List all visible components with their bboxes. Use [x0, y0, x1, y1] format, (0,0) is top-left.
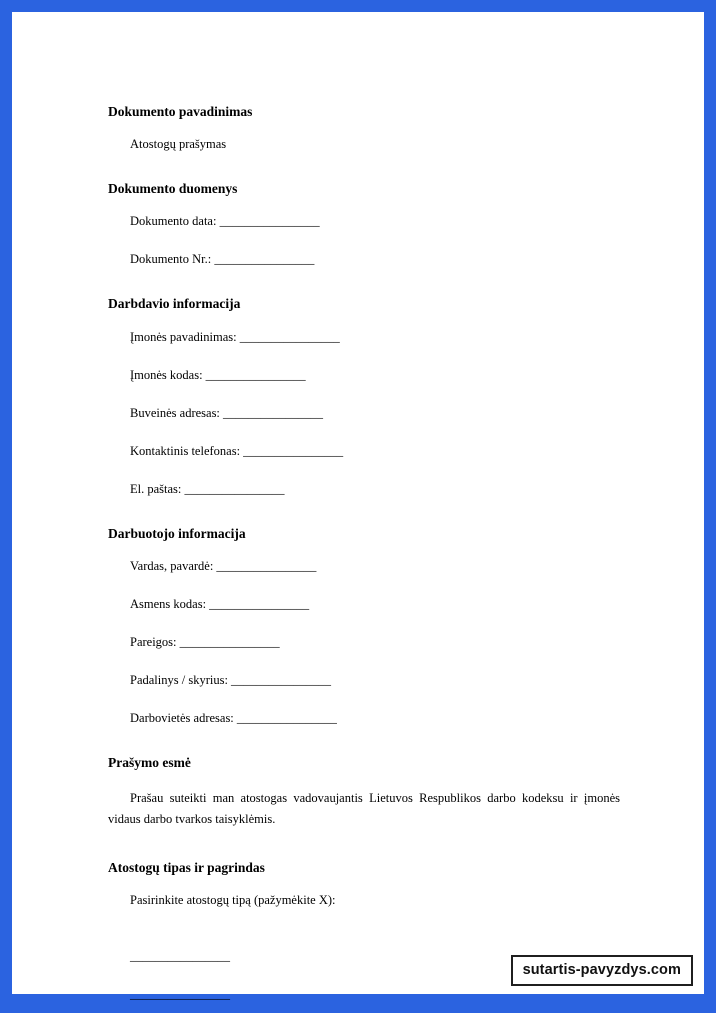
- section-heading: Darbdavio informacija: [108, 296, 241, 312]
- field-line: Kontaktinis telefonas: ________________: [130, 443, 344, 458]
- blank-line: ________________: [130, 987, 230, 1002]
- section-dokumento-pavadinimas: [108, 104, 620, 152]
- field-line: Dokumento data: ________________: [130, 214, 320, 229]
- section-heading: Atostogų tipas ir pagrindas: [108, 859, 265, 875]
- document-page: [12, 12, 704, 1002]
- field-line: Įmonės pavadinimas: ________________: [130, 329, 340, 344]
- section-darbdavio-informacija: [108, 296, 620, 496]
- section-heading: Darbuotojo informacija: [108, 525, 246, 541]
- field-line: Asmens kodas: ________________: [130, 596, 310, 611]
- blank-line: ________________: [130, 949, 230, 964]
- field-line: Buveinės adresas: ________________: [130, 405, 324, 420]
- field-line: Vardas, pavardė: ________________: [130, 558, 317, 573]
- field-line: Atostogų prašymas: [130, 137, 227, 152]
- watermark-badge: [511, 955, 693, 986]
- field-line: Pareigos: ________________: [130, 634, 280, 649]
- field-line: Darbovietės adresas: ________________: [130, 710, 337, 725]
- section-heading: Dokumento duomenys: [108, 181, 238, 197]
- paragraph-text: Prašau suteikti man atostogas vadovaujantis Lietuvos Respublikos darbo kodeksu ir įmonės vidaus darbo tvarkos taisyklėmis.: [108, 790, 620, 827]
- document-body: [108, 104, 620, 1013]
- section-heading: Prašymo esmė: [108, 754, 191, 770]
- field-line: El. paštas: ________________: [130, 481, 285, 496]
- section-darbuotojo-informacija: [108, 526, 620, 726]
- field-line: Pasirinkite atostogų tipą (pažymėkite X):: [130, 893, 336, 908]
- section-heading: Dokumento pavadinimas: [108, 104, 253, 119]
- watermark-label: sutartis-pavyzdys.com: [522, 962, 681, 978]
- field-line: Įmonės kodas: ________________: [130, 367, 306, 382]
- field-line: Dokumento Nr.: ________________: [130, 252, 315, 267]
- section-dokumento-duomenys: [108, 181, 620, 267]
- section-prasymo-esme: [108, 755, 620, 831]
- field-line: Padalinys / skyrius: ________________: [130, 672, 332, 687]
